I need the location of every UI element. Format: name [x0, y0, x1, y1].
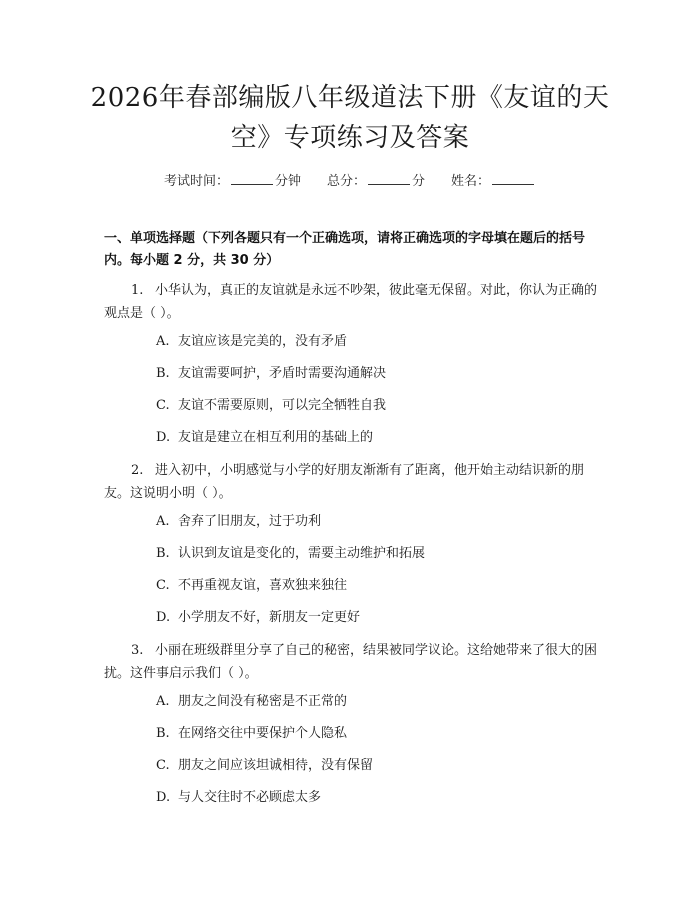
option-text: 舍弃了旧朋友，过于功利 — [178, 514, 322, 529]
option-text: 朋友之间没有秘密是不正常的 — [178, 694, 348, 709]
option-text: 友谊不需要原则，可以完全牺牲自我 — [178, 398, 387, 413]
option-text: 朋友之间应该坦诚相待，没有保留 — [178, 758, 374, 773]
name-label: 姓名： — [451, 174, 491, 189]
question-2-option-d — [156, 608, 360, 628]
option-text: 与人交往时不必顾虑太多 — [178, 790, 322, 805]
exam-meta-line — [0, 170, 700, 189]
question-3 — [104, 639, 604, 685]
question-1-option-b — [156, 364, 386, 384]
option-label: B. — [156, 366, 170, 381]
option-label: A. — [156, 514, 170, 529]
question-stem: 进入初中，小明感觉与小学的好朋友渐渐有了距离，他开始主动结识新的朋友。这说明小明（ ）。 — [104, 463, 585, 501]
question-2 — [104, 459, 604, 505]
option-label: C. — [156, 578, 170, 593]
option-label: C. — [156, 758, 170, 773]
option-text: 友谊需要呵护，矛盾时需要沟通解决 — [178, 366, 387, 381]
name-blank — [492, 172, 534, 185]
question-number: 1. — [131, 283, 144, 298]
option-text: 友谊是建立在相互利用的基础上的 — [178, 430, 374, 445]
option-label: B. — [156, 726, 170, 741]
question-1 — [104, 279, 604, 325]
option-text: 小学朋友不好，新朋友一定更好 — [178, 610, 361, 625]
time-unit: 分钟 — [274, 174, 301, 189]
section-heading: 一、单项选择题（下列各题只有一个正确选项，请将正确选项的字母填在题后的括号内。每小题 2 分，共 30 分） — [104, 231, 586, 268]
time-blank — [231, 172, 273, 185]
question-1-option-a — [156, 332, 347, 352]
question-number: 2. — [131, 463, 144, 478]
question-3-option-b — [156, 724, 347, 744]
question-2-option-b — [156, 544, 425, 564]
time-label: 考试时间： — [163, 174, 229, 189]
option-label: D. — [156, 610, 171, 625]
question-1-option-d — [156, 428, 373, 448]
option-text: 不再重视友谊，喜欢独来独往 — [178, 578, 348, 593]
option-text: 认识到友谊是变化的，需要主动维护和拓展 — [178, 546, 426, 561]
question-2-option-c — [156, 576, 347, 596]
option-label: A. — [156, 334, 170, 349]
option-label: D. — [156, 790, 171, 805]
question-1-option-c — [156, 396, 386, 416]
question-stem: 小丽在班级群里分享了自己的秘密，结果被同学议论。这给她带来了很大的困扰。这件事启示我们（ ）。 — [104, 643, 598, 681]
option-label: D. — [156, 430, 171, 445]
option-label: A. — [156, 694, 170, 709]
question-3-option-c — [156, 756, 373, 776]
score-blank — [368, 172, 410, 185]
question-stem: 小华认为，真正的友谊就是永远不吵架，彼此毫无保留。对此，你认为正确的观点是（ ）。 — [104, 283, 598, 321]
option-text: 在网络交往中要保护个人隐私 — [178, 726, 348, 741]
question-3-option-a — [156, 692, 347, 712]
score-unit: 分 — [412, 174, 426, 189]
option-label: C. — [156, 398, 170, 413]
option-label: B. — [156, 546, 170, 561]
question-number: 3. — [131, 643, 144, 658]
question-3-option-d — [156, 788, 321, 808]
option-text: 友谊应该是完美的，没有矛盾 — [178, 334, 348, 349]
question-2-option-a — [156, 512, 321, 532]
score-label: 总分： — [326, 174, 366, 189]
document-title: 2026年春部编版八年级道法下册《友谊的天空》专项练习及答案 — [90, 83, 610, 153]
